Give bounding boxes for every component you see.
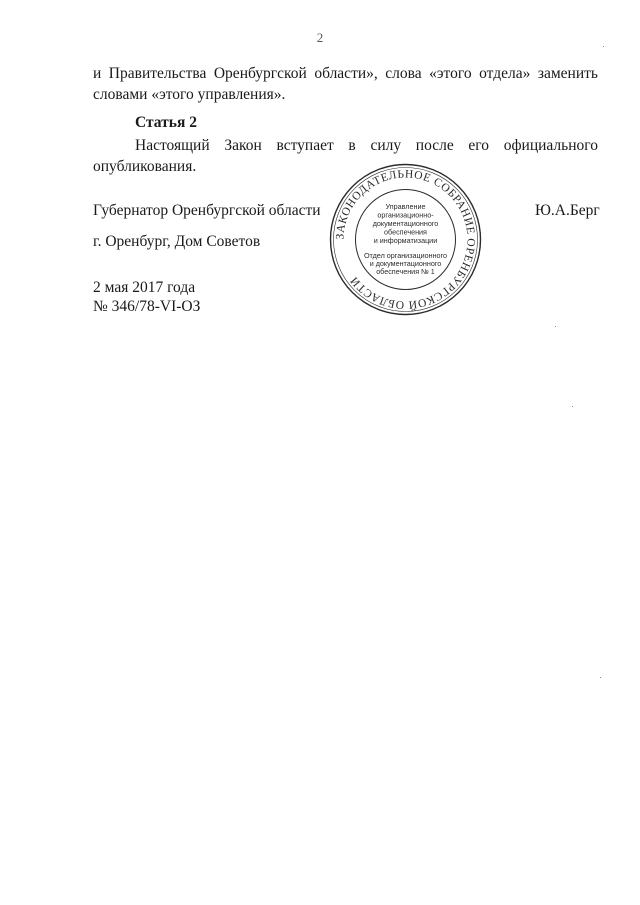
stamp-line: Управление [385, 202, 426, 211]
scan-speck [603, 46, 604, 47]
law-number: № 346/78-VI-ОЗ [93, 298, 201, 315]
city-line: г. Оренбург, Дом Советов [93, 233, 261, 250]
stamp-line: Отдел организационного [363, 251, 448, 260]
scan-speck [555, 326, 556, 327]
stamp-line: обеспечения [384, 227, 427, 237]
stamp-line: документационного [372, 219, 439, 228]
stamp-line: обеспечения № 1 [376, 267, 435, 276]
paragraph-amendment: и Правительства Оренбургской области», слова «этого отдела» заменить словами «этого управления». [93, 65, 598, 103]
article-heading: Статья 2 [135, 114, 197, 131]
stamp-line: организационно- [377, 210, 434, 220]
page-number: 2 [316, 30, 324, 45]
scan-speck [572, 406, 573, 407]
paragraph-effective: Настоящий Закон вступает в силу после его официального опубликования. [93, 137, 598, 175]
stamp-ring-text: ЗАКОНОДАТЕЛЬНОЕ СОБРАНИЕ ОРЕНБУРГСКОЙ ОБЛАСТИ [334, 168, 477, 311]
stamp-line: и информатизации [373, 236, 438, 245]
official-stamp [328, 162, 483, 317]
scan-speck [600, 677, 601, 678]
law-date: 2 мая 2017 года [93, 279, 196, 296]
governor-title: Губернатор Оренбургской области [93, 202, 321, 219]
stamp-line: и документационного [369, 259, 442, 268]
signatory-name: Ю.А.Берг [535, 202, 600, 219]
